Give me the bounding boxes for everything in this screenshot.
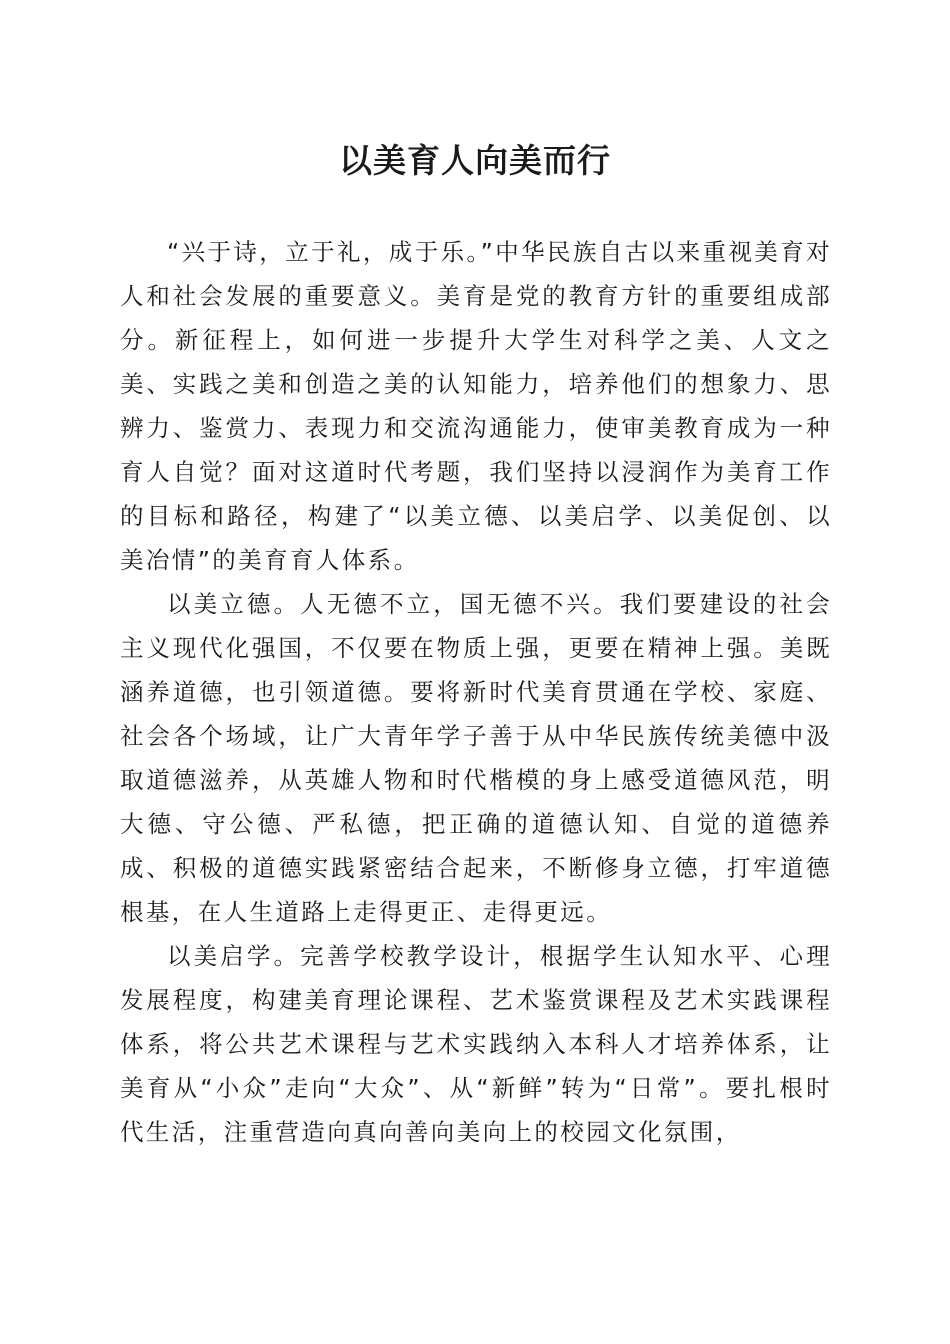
document-body xyxy=(120,230,832,1154)
document-title: 以美育人向美而行 xyxy=(339,141,611,180)
paragraph-virtue: 以美立德。人无德不立，国无德不兴。我们要建设的社会主义现代化强国，不仅要在物质上强，更要在精神上强。美既涵养道德，也引领道德。要将新时代美育贯通在学校、家庭、社会各个场域，让广大青年学子善于从中华民族传统美德中汲取道德滋养，从英雄人物和时代楷模的身上感受道德风范，明大德、守公德、严私德，把正确的道德认知、自觉的道德养成、积极的道德实践紧密结合起来，不断修身立德，打牢道德根基，在人生道路上走得更正、走得更远。 xyxy=(120,590,832,926)
paragraph-intro: “兴于诗，立于礼，成于乐。”中华民族自古以来重视美育对人和社会发展的重要意义。美育是党的教育方针的重要组成部分。新征程上，如何进一步提升大学生对科学之美、人文之美、实践之美和创造之美的认知能力，培养他们的想象力、思辨力、鉴赏力、表现力和交流沟通能力，使审美教育成为一种育人自觉？面对这道时代考题，我们坚持以浸润作为美育工作的目标和路径，构建了“以美立德、以美启学、以美促创、以美冶情”的美育育人体系。 xyxy=(120,238,832,574)
paragraph-learning: 以美启学。完善学校教学设计，根据学生认知水平、心理发展程度，构建美育理论课程、艺术鉴赏课程及艺术实践课程体系，将公共艺术课程与艺术实践纳入本科人才培养体系，让美育从“小众”走向“大众”、从“新鲜”转为“日常”。要扎根时代生活，注重营造向真向善向美向上的校园文化氛围， xyxy=(120,942,832,1146)
